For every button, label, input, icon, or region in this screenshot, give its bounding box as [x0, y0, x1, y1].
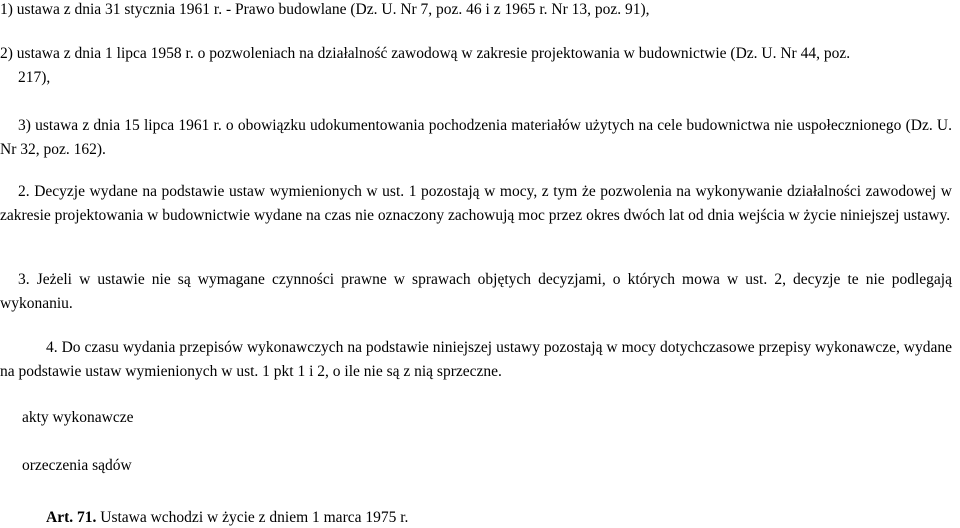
paragraph-4: 4. Do czasu wydania przepisów wykonawczych na podstawie niniejszej ustawy pozostają w mocy dotychczasowe przepisy wykonawcze, wydane na podstawie ustaw wymienionych w ust. 1 pkt 1 i 2, o ile nie są z nią sprzeczne.: [0, 339, 952, 380]
list-item-1: 1) ustawa z dnia 31 stycznia 1961 r. - Prawo budowlane (Dz. U. Nr 7, poz. 46 i z 1965 r. Nr 13, poz. 91),: [0, 1, 650, 18]
article-text: Ustawa wchodzi w życie z dniem 1 marca 1975 r.: [96, 509, 409, 526]
list-item-2-line-2: 217),: [18, 69, 51, 86]
list-item-3: 3) ustawa z dnia 15 lipca 1961 r. o obowiązku udokumentowania pochodzenia materiałów użytych na cele budownictwa nie uspołecznionego (Dz. U. Nr 32, poz. 162).: [0, 117, 952, 158]
note-akty-wykonawcze: akty wykonawcze: [22, 409, 134, 426]
paragraph-3: 3. Jeżeli w ustawie nie są wymagane czynności prawne w sprawach objętych decyzjami, o których mowa w ust. 2, decyzje te nie podlegają wykonaniu.: [0, 271, 952, 312]
paragraph-2: 2. Decyzje wydane na podstawie ustaw wymienionych w ust. 1 pozostają w mocy, z tym że pozwolenia na wykonywanie działalności zawodowej w zakresie projektowania w budownictwie wydane na czas nie oznaczony zachowują moc przez okres dwóch lat od dnia wejścia w życie niniejszej ustawy.: [0, 183, 952, 224]
article-71: [46, 508, 408, 528]
article-label: Art. 71.: [46, 509, 97, 526]
list-item-2-line-1: 2) ustawa z dnia 1 lipca 1958 r. o pozwoleniach na działalność zawodową w zakresie projektowania w budownictwie (Dz. U. Nr 44, poz.: [0, 45, 851, 62]
note-orzeczenia-sadow: orzeczenia sądów: [22, 457, 132, 474]
